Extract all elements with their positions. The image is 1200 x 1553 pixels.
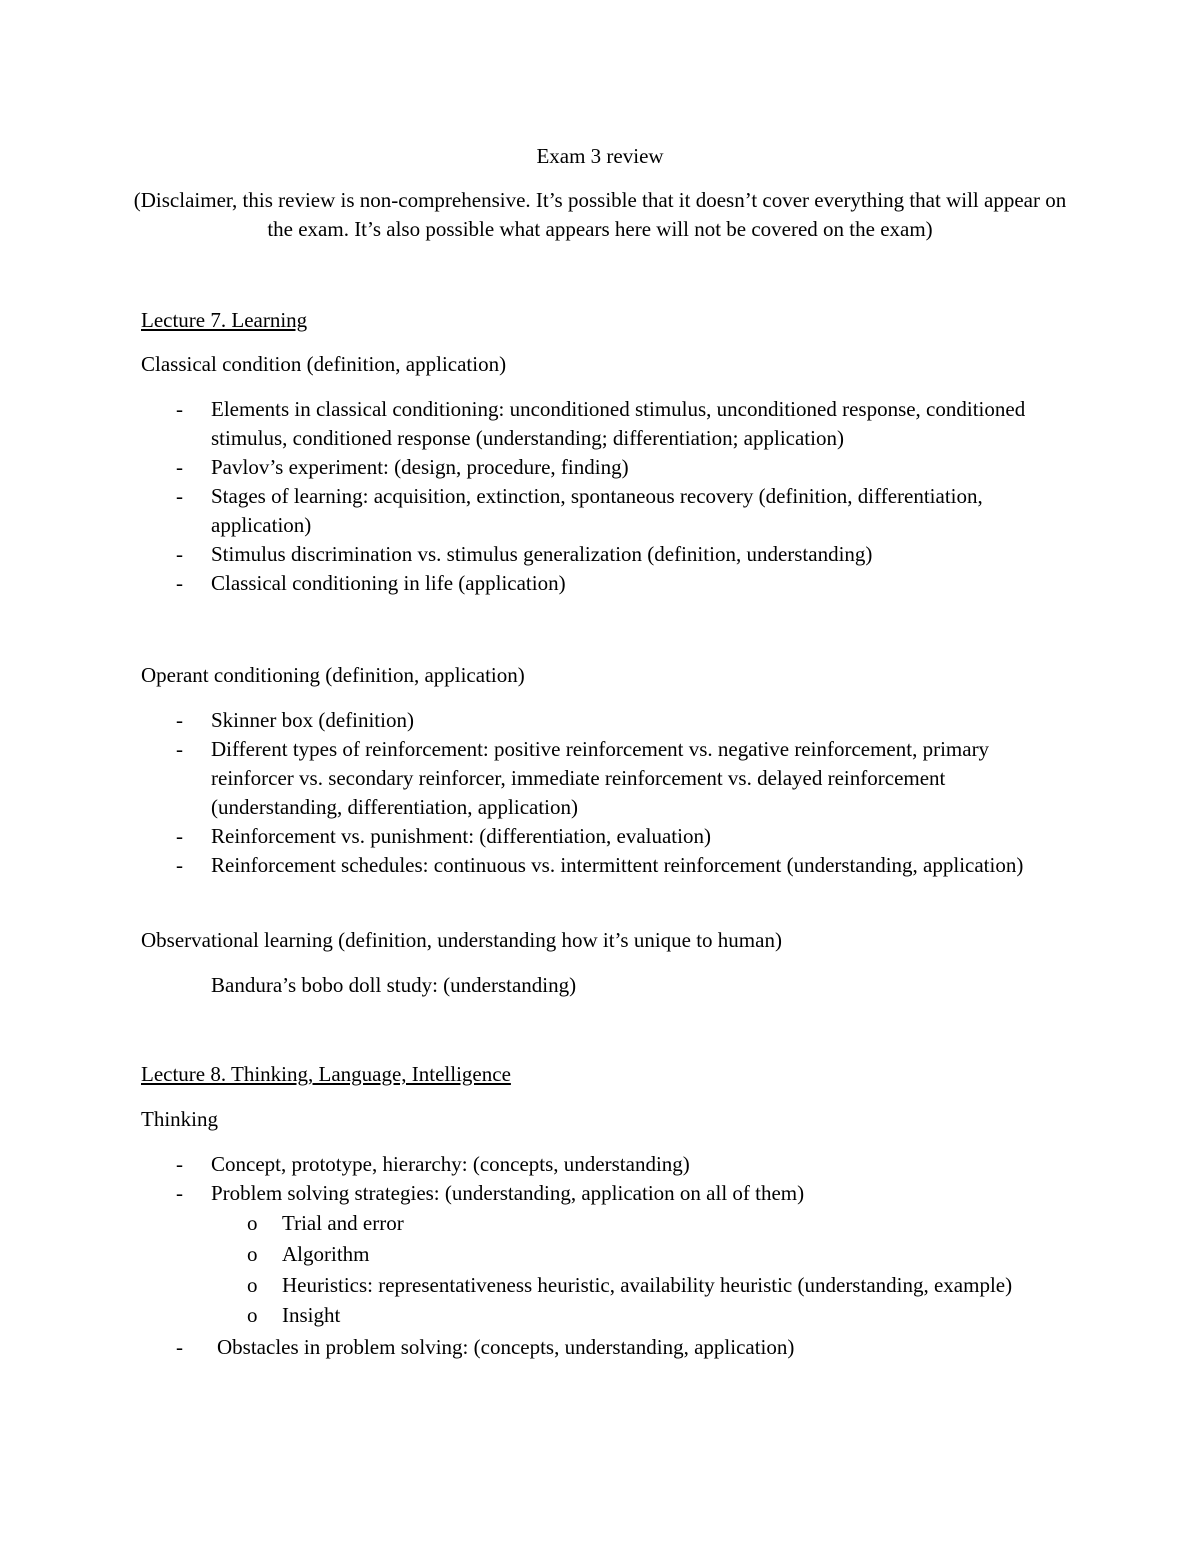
classical-conditioning-section: [141, 350, 1071, 598]
list-item: - Reinforcement vs. punishment: (differentiation, evaluation): [141, 822, 1071, 851]
list-item: - Concept, prototype, hierarchy: (concepts, understanding): [141, 1150, 1071, 1179]
list-item: - Elements in classical conditioning: unconditioned stimulus, unconditioned response, conditioned stimulus, conditioned response (understanding; differentiation; application): [141, 395, 1071, 453]
list-item: o Heuristics: representativeness heuristic, availability heuristic (understanding, example): [211, 1271, 1071, 1300]
lecture-7-heading: Lecture 7. Learning: [141, 308, 308, 332]
lecture-7-section: [141, 306, 1071, 335]
operant-conditioning-section: [141, 661, 1071, 880]
list-item: [141, 1179, 1071, 1330]
problem-solving-strategies-list: [211, 1209, 1071, 1330]
problem-solving-label: Problem solving strategies: (understanding, application on all of them): [211, 1181, 805, 1205]
classical-conditioning-list: [141, 395, 1071, 598]
list-item: - Skinner box (definition): [141, 706, 1071, 735]
list-item: - Classical conditioning in life (application): [141, 569, 1071, 598]
list-item: - Different types of reinforcement: positive reinforcement vs. negative reinforcement, primary reinforcer vs. secondary reinforcer, immediate reinforcement vs. delayed reinforcement (understanding, differentiation, application): [141, 735, 1071, 822]
lecture-8-heading: Lecture 8. Thinking, Language, Intelligence: [141, 1062, 511, 1086]
list-item: - Stages of learning: acquisition, extinction, spontaneous recovery (definition, differentiation, application): [141, 482, 1071, 540]
list-item: o Insight: [211, 1301, 1071, 1330]
thinking-section: [141, 1105, 1071, 1362]
bandura-study: Bandura’s bobo doll study: (understanding): [211, 973, 577, 997]
operant-conditioning-list: [141, 706, 1071, 880]
document-title: Exam 3 review: [536, 144, 664, 168]
lecture-8-section: [141, 1060, 1071, 1089]
list-item: o Algorithm: [211, 1240, 1071, 1269]
observational-learning-label: Observational learning (definition, understanding how it’s unique to human): [141, 928, 782, 952]
list-item: - Stimulus discrimination vs. stimulus generalization (definition, understanding): [141, 540, 1071, 569]
thinking-list: [141, 1150, 1071, 1362]
list-item: - Pavlov’s experiment: (design, procedure, finding): [141, 453, 1071, 482]
obstacles-label: Obstacles in problem solving: (concepts, understanding, application): [217, 1335, 795, 1359]
classical-conditioning-label: Classical condition (definition, application): [141, 352, 507, 376]
list-item: o Trial and error: [211, 1209, 1071, 1238]
operant-conditioning-label: Operant conditioning (definition, application): [141, 663, 525, 687]
list-item: [141, 1333, 1071, 1362]
thinking-label: Thinking: [141, 1107, 218, 1131]
observational-learning-section: [141, 926, 1071, 1000]
disclaimer-text: (Disclaimer, this review is non-comprehensive. It’s possible that it doesn’t cover everything that will appear on the exam. It’s also possible what appears here will not be covered on the exam): [133, 188, 1067, 241]
list-item: - Reinforcement schedules: continuous vs. intermittent reinforcement (understanding, application): [141, 851, 1071, 880]
